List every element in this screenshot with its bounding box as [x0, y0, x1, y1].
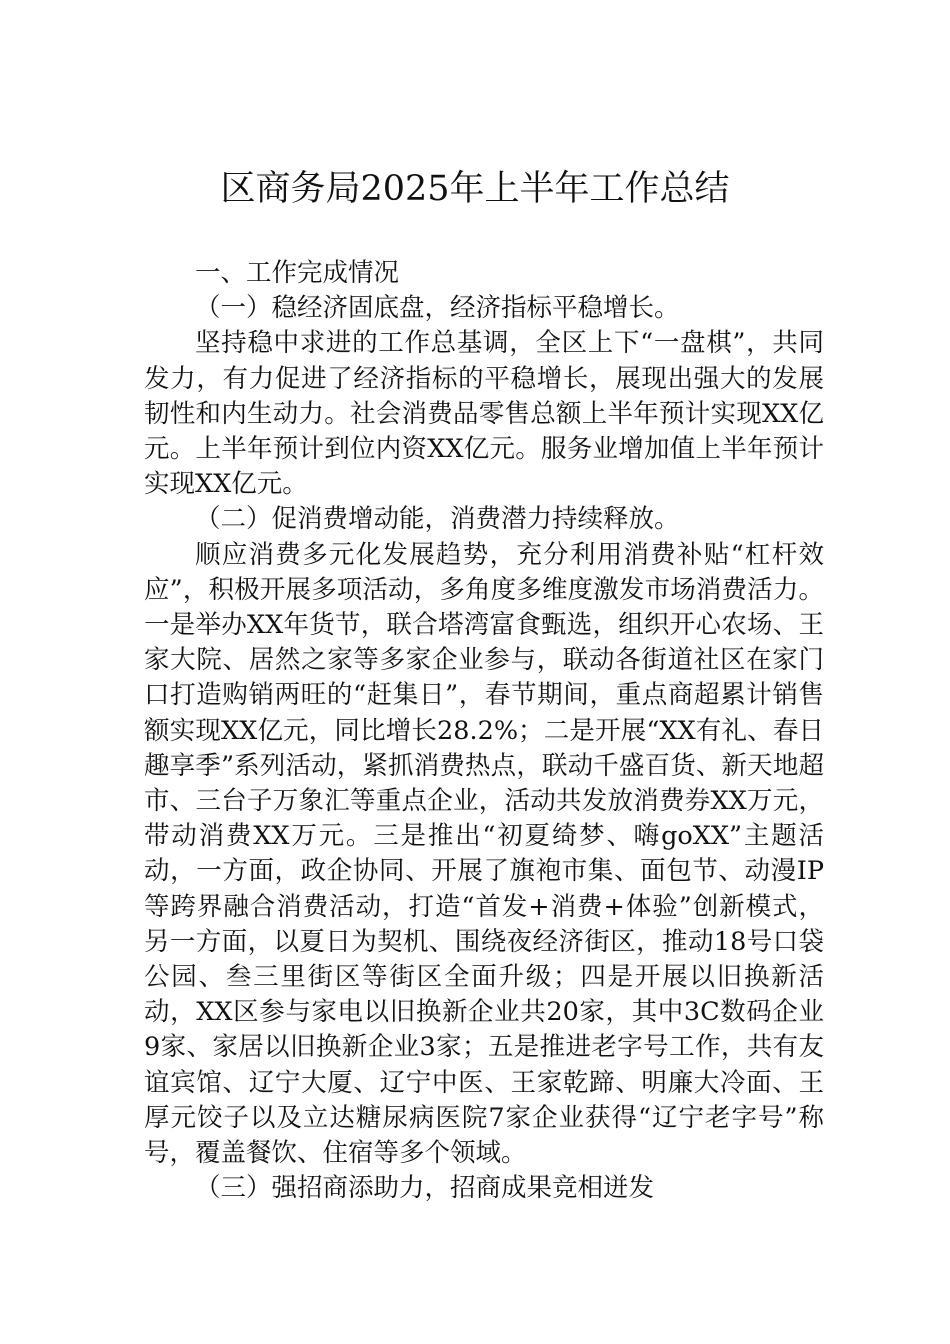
document-body: [144, 256, 824, 1206]
body-paragraph: 顺应消费多元化发展趋势，充分利用消费补贴“杠杆效应”，积极开展多项活动，多角度多维度激发市场消费活力。一是举办XX年货节，联合塔湾富食甄选，组织开心农场、王家大院、居然之家等多家企业参与，联动各街道社区在家门口打造购销两旺的“赶集日”，春节期间，重点商超累计销售额实现XX亿元，同比增长28.2%；二是开展“XX有礼、春日趣享季”系列活动，紧抓消费热点，联动千盛百货、新天地超市、三台子万象汇等重点企业，活动共发放消费券XX万元，带动消费XX万元。三是推出“初夏绮梦、嗨goXX”主题活动，一方面，政企协同、开展了旗袍市集、面包节、动漫IP等跨界融合消费活动，打造“首发+消费+体验”创新模式，另一方面，以夏日为契机、围绕夜经济街区，推动18号口袋公园、叁三里街区等街区全面升级；四是开展以旧换新活动，XX区参与家电以旧换新企业共20家，其中3C数码企业9家、家居以旧换新企业3家；五是推进老字号工作，共有友谊宾馆、辽宁大厦、辽宁中医、王家乾蹄、明廉大冷面、王厚元饺子以及立达糖尿病医院7家企业获得“辽宁老字号”称号，覆盖餐饮、住宿等多个领域。: [144, 539, 824, 1169]
subsection-heading: （二）促消费增动能，消费潜力持续释放。: [195, 504, 680, 535]
subsection-heading: （一）稳经济固底盘，经济指标平稳增长。: [195, 293, 680, 324]
subsection-heading: （三）强招商添助力，招商成果竞相迸发: [195, 1173, 655, 1204]
body-paragraph: 坚持稳中求进的工作总基调，全区上下“一盘棋”，共同发力，有力促进了经济指标的平稳增长，展现出强大的发展韧性和内生动力。社会消费品零售总额上半年预计实现XX亿元。上半年预计到位内资XX亿元。服务业增加值上半年预计实现XX亿元。: [144, 328, 824, 500]
document-title: 区商务局2025年上半年工作总结: [220, 169, 730, 209]
section-heading: 一、工作完成情况: [195, 258, 400, 288]
